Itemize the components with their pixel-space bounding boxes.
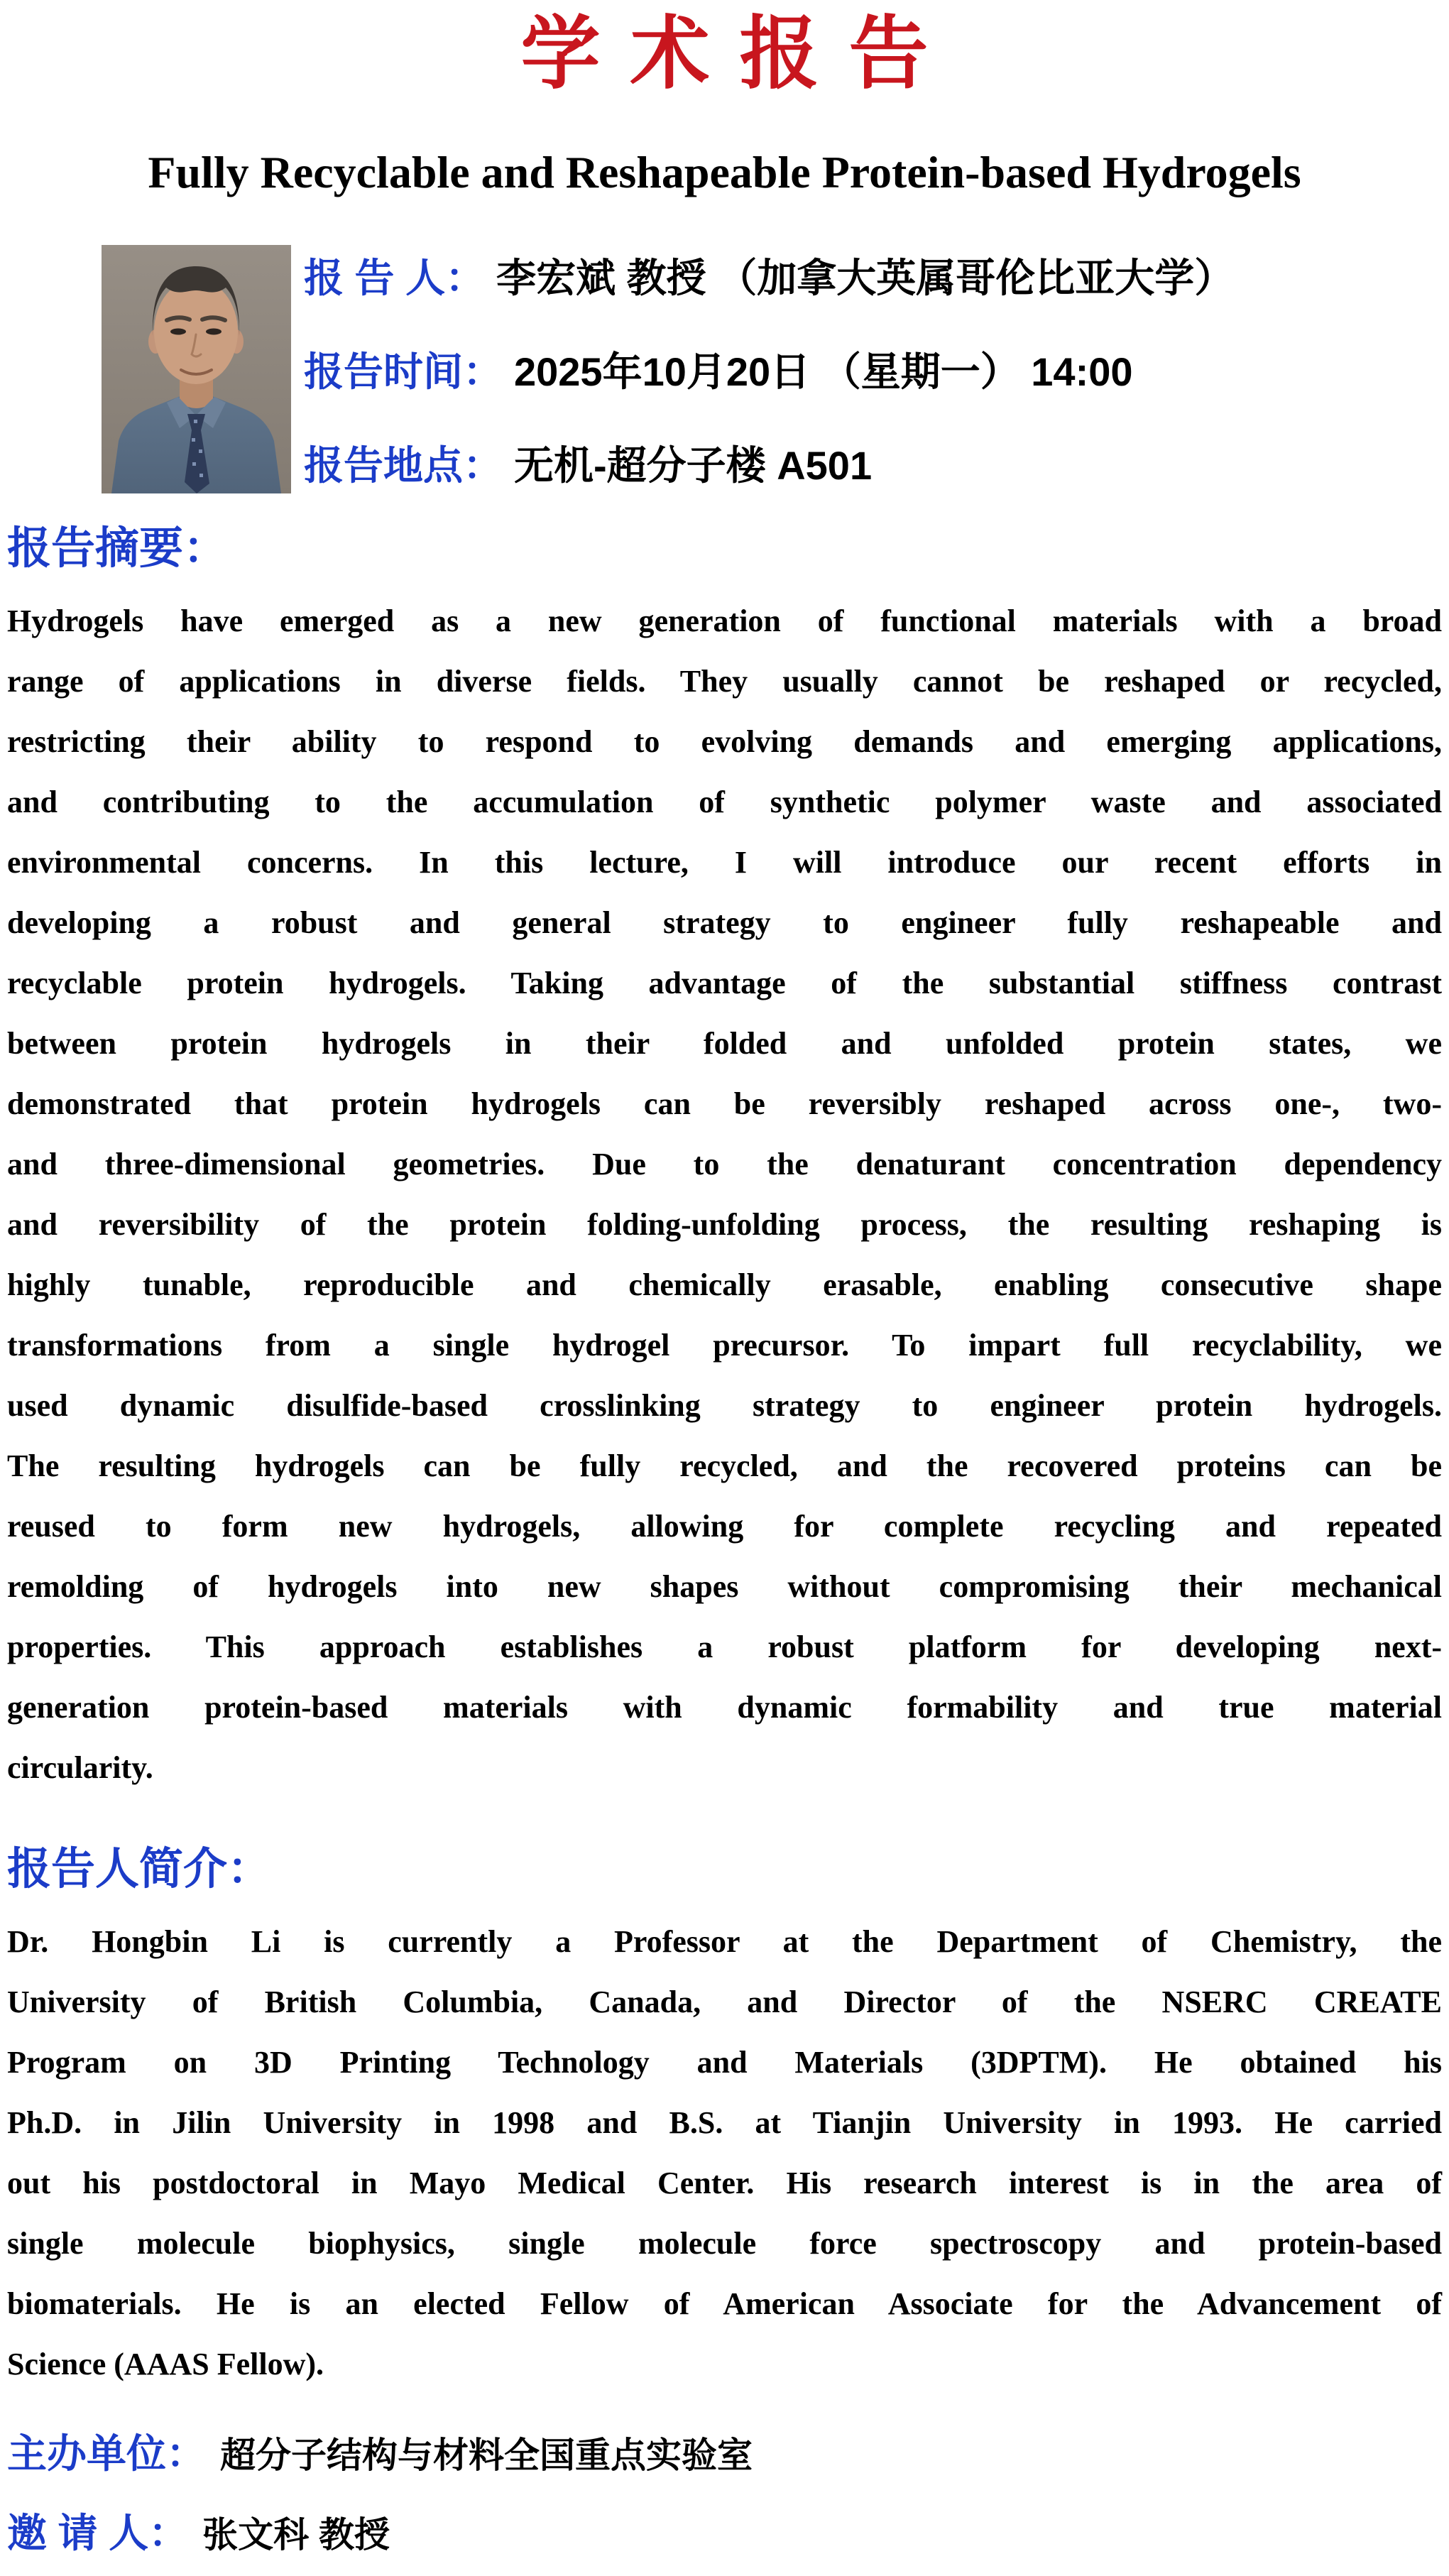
text-line: highly tunable, reproducible and chemically erasable, enabling consecutive shape	[7, 1267, 1442, 1302]
text-line: and reversibility of the protein folding-unfolding process, the resulting reshaping is	[7, 1207, 1442, 1242]
speaker-photo	[102, 245, 291, 493]
text-line: transformations from a single hydrogel precursor. To impart full recyclability, we	[7, 1328, 1442, 1363]
time-label: 报告时间：	[304, 349, 503, 394]
text-line: demonstrated that protein hydrogels can be reversibly reshaped across one-, two-	[7, 1086, 1442, 1121]
face	[154, 279, 238, 384]
inviter-label: 邀 请 人：	[7, 2511, 189, 2555]
bio-text	[7, 1911, 1442, 2394]
speaker-row	[304, 247, 1426, 304]
host-row	[7, 2423, 753, 2479]
speaker-label: 报 告 人：	[304, 256, 486, 300]
page-title-cn: 学术报告	[520, 9, 958, 98]
text-line: reused to form new hydrogels, allowing for complete recycling and repeated	[7, 1509, 1442, 1544]
lecture-title: Fully Recyclable and Reshapeable Protein-based Hydrogels	[148, 147, 1301, 197]
text-line: recyclable protein hydrogels. Taking advantage of the substantial stiffness contrast	[7, 966, 1442, 1000]
text-line: between protein hydrogels in their folded and unfolded protein states, we	[7, 1026, 1442, 1061]
speaker-value: 李宏斌 教授 （加拿大英属哥伦比亚大学）	[496, 256, 1235, 300]
venue-row	[304, 435, 1426, 491]
abstract-text	[7, 591, 1442, 1798]
time-value: 2025年10月20日 （星期一） 14:00	[514, 349, 1133, 394]
venue-value: 无机-超分子楼 A501	[514, 443, 873, 488]
text-line: out his postdoctoral in Mayo Medical Center. His research interest is in the area of	[7, 2166, 1442, 2200]
inviter-row	[7, 2502, 390, 2559]
abstract-heading: 报告摘要：	[7, 524, 228, 573]
text-line: remolding of hydrogels into new shapes without compromising their mechanical	[7, 1569, 1442, 1604]
time-row	[304, 341, 1426, 398]
text-line: environmental concerns. In this lecture, I will introduce our recent efforts in	[7, 845, 1442, 880]
text-line: and contributing to the accumulation of synthetic polymer waste and associated	[7, 785, 1442, 819]
text-line: Program on 3D Printing Technology and Materials (3DPTM). He obtained his	[7, 2045, 1442, 2080]
text-line: restricting their ability to respond to evolving demands and emerging applications,	[7, 724, 1442, 759]
bio-heading: 报告人简介：	[7, 1845, 272, 1894]
text-line: Dr. Hongbin Li is currently a Professor at the Department of Chemistry, the	[7, 1924, 1442, 1959]
text-line: range of applications in diverse fields. They usually cannot be reshaped or recycled,	[7, 664, 1442, 699]
eye-right	[206, 329, 222, 335]
text-line: Science (AAAS Fellow).	[7, 2347, 324, 2381]
host-label: 主办单位：	[7, 2431, 206, 2476]
text-line: The resulting hydrogels can be fully recycled, and the recovered proteins can be	[7, 1448, 1442, 1483]
speaker-portrait-illustration	[102, 245, 291, 493]
inviter-value: 张文科 教授	[202, 2515, 390, 2555]
text-line: developing a robust and general strategy to engineer fully reshapeable and	[7, 905, 1442, 940]
text-line: University of British Columbia, Canada, and Director of the NSERC CREATE	[7, 1985, 1442, 2019]
text-line: generation protein-based materials with dynamic formability and true material	[7, 1690, 1442, 1725]
venue-label: 报告地点：	[304, 443, 503, 488]
host-value: 超分子结构与材料全国重点实验室	[220, 2435, 753, 2475]
text-line: biomaterials. He is an elected Fellow of American Associate for the Advancement of	[7, 2286, 1442, 2321]
text-line: used dynamic disulfide-based crosslinking strategy to engineer protein hydrogels.	[7, 1388, 1442, 1423]
eye-left	[170, 329, 186, 335]
speaker-info-block	[304, 243, 1426, 496]
text-line: Ph.D. in Jilin University in 1998 and B.S. at Tianjin University in 1993. He carried	[7, 2105, 1442, 2140]
text-line: single molecule biophysics, single molecule force spectroscopy and protein-based	[7, 2226, 1442, 2261]
text-line: properties. This approach establishes a robust platform for developing next-	[7, 1630, 1442, 1664]
text-line: circularity.	[7, 1750, 153, 1785]
text-line: Hydrogels have emerged as a new generation of functional materials with a broad	[7, 604, 1442, 638]
text-line: and three-dimensional geometries. Due to the denaturant concentration dependency	[7, 1147, 1442, 1181]
